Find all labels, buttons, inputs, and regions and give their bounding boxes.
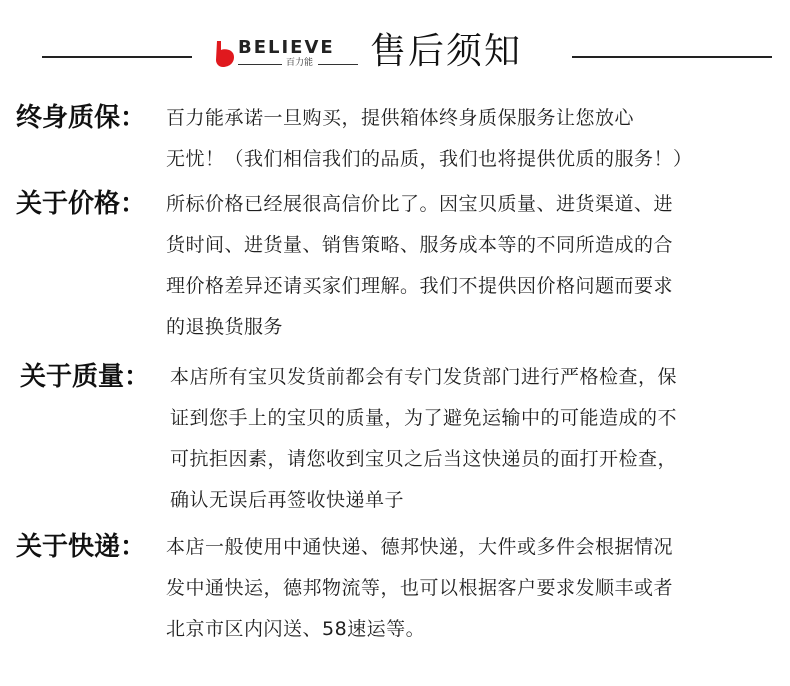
brand-logo [214,36,362,72]
section-body [166,98,776,180]
logo-subtitle: 百力能 [286,58,314,68]
header-rule-left [42,56,192,58]
page-title: 售后须知 [370,31,523,72]
section-label: 关于质量： [20,362,151,392]
brand-mark-icon [214,40,236,68]
logo-underline-right [318,64,358,65]
body-line: 发中通快运，德邦物流等，也可以根据客户要求发顺丰或者 [166,577,674,599]
body-line: 理价格差异还请买家们理解。我们不提供因价格问题而要求 [166,275,674,297]
section-body [166,527,776,650]
section-body [170,357,780,521]
section-label: 终身质保： [16,103,147,133]
body-line: 货时间、进货量、销售策略、服务成本等的不同所造成的合 [166,234,674,256]
body-line: 确认无误后再签收快递单子 [170,489,405,511]
logo-underline-left [238,64,282,65]
section-label: 关于快递： [16,532,147,562]
body-line: 可抗拒因素，请您收到宝贝之后当这快递员的面打开检查， [170,448,678,470]
body-line: 的退换货服务 [166,316,284,338]
header-rule-right [572,56,772,58]
body-line: 所标价格已经展很高信价比了。因宝贝质量、进货渠道、进 [166,193,674,215]
body-line: 本店一般使用中通快递、德邦快递，大件或多件会根据情况 [166,536,674,558]
section-body [166,184,776,348]
body-line: 本店所有宝贝发货前都会有专门发货部门进行严格检查，保 [170,366,678,388]
body-line: 无忧！（我们相信我们的品质，我们也将提供优质的服务！） [166,148,693,170]
body-line: 证到您手上的宝贝的质量，为了避免运输中的可能造成的不 [170,407,678,429]
section-label: 关于价格： [16,189,147,219]
body-line: 百力能承诺一旦购买，提供箱体终身质保服务让您放心 [166,107,635,129]
header [0,0,790,110]
logo-wordmark: BELIEVE [238,37,335,58]
body-line: 北京市区内闪送、58速运等。 [166,618,426,640]
